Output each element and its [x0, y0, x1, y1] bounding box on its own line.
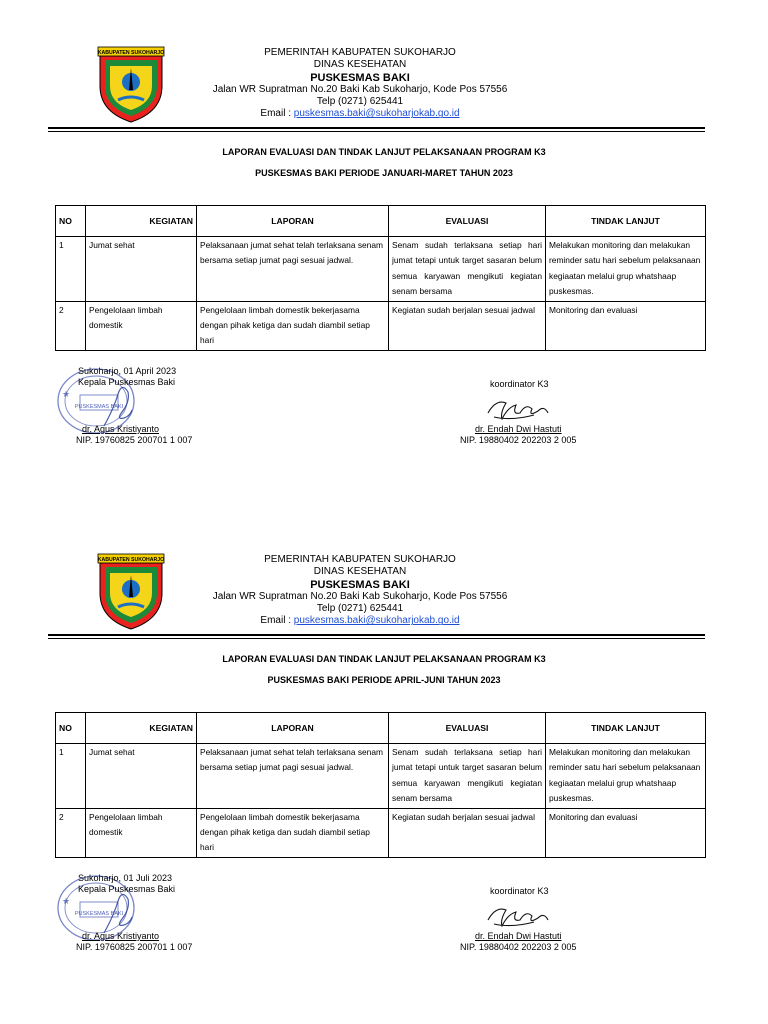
table-row — [56, 301, 706, 350]
report-section — [0, 507, 768, 1017]
svg-text:★: ★ — [62, 389, 71, 399]
header-tindak-lanjut: TINDAK LANJUT — [546, 713, 706, 744]
institution-name: PUSKESMAS BAKI — [310, 578, 410, 591]
header-laporan: LAPORAN — [197, 206, 389, 237]
address-text: Jalan WR Supratman No.20 Baki Kab Sukoharjo, Kode Pos 57556 — [212, 83, 508, 95]
head-nip-block — [76, 942, 192, 953]
letterhead — [190, 47, 530, 121]
header-laporan: LAPORAN — [197, 713, 389, 744]
coordinator-name-block — [460, 424, 577, 446]
agency-name: DINAS KESEHATAN — [313, 566, 407, 578]
kabupaten-sukoharjo-emblem-icon — [96, 553, 166, 631]
header-no: NO — [56, 713, 86, 744]
email-label: Email : — [260, 615, 294, 627]
stamp-label: PUSKESMAS BAKI — [74, 404, 124, 410]
address-text: Jalan WR Supratman No.20 Baki Kab Sukoharjo, Kode Pos 57556 — [212, 590, 508, 602]
cell-kegiatan: Pengelolaan limbah domestik — [86, 808, 197, 857]
cell-no: 1 — [56, 744, 86, 809]
report-title: LAPORAN EVALUASI DAN TINDAK LANJUT PELAKSANAAN PROGRAM K3 — [222, 654, 546, 664]
head-name: dr. Agus Kristiyanto — [82, 424, 160, 434]
head-signature-block — [78, 873, 175, 895]
header-evaluasi: EVALUASI — [389, 206, 546, 237]
emblem-banner-text: KABUPATEN SUKOHARJO — [97, 50, 165, 56]
head-nip-block — [76, 435, 192, 446]
table-row — [56, 808, 706, 857]
coordinator-title: koordinator K3 — [490, 886, 549, 896]
evaluation-table — [55, 712, 706, 858]
head-signature-block — [78, 366, 176, 388]
report-section — [0, 0, 768, 510]
kabupaten-sukoharjo-emblem-icon — [96, 46, 166, 124]
cell-laporan: Pelaksanaan jumat sehat telah terlaksana senam bersama setiap jumat pagi sesuai jadwal. — [197, 744, 389, 809]
table-header-row — [56, 713, 706, 744]
stamp-label: PUSKESMAS BAKI — [74, 911, 124, 917]
head-title: Kepala Puskesmas Baki — [78, 884, 176, 894]
table-row — [56, 744, 706, 809]
cell-tindak-lanjut: Monitoring dan evaluasi — [546, 808, 706, 857]
government-name: PEMERINTAH KABUPATEN SUKOHARJO — [264, 554, 456, 565]
cell-tindak-lanjut: Melakukan monitoring dan melakukan reminder satu hari sebelum pelaksanaan kegiaatan melalui grup whatshaap puskesmas. — [546, 744, 706, 809]
letterhead-rule-thin — [48, 131, 705, 132]
coordinator-autograph-icon — [482, 900, 552, 932]
email-line — [190, 615, 530, 627]
coordinator-nip: NIP. 19880402 202203 2 005 — [460, 435, 577, 445]
coordinator-nip: NIP. 19880402 202203 2 005 — [460, 942, 577, 952]
letterhead-rule-thin — [48, 638, 705, 639]
svg-text:★: ★ — [62, 896, 71, 906]
table-row — [56, 237, 706, 302]
phone-text: Telp (0271) 625441 — [316, 603, 404, 615]
header-tindak-lanjut: TINDAK LANJUT — [546, 206, 706, 237]
coordinator-name-block — [460, 931, 577, 953]
coordinator-autograph-icon — [482, 393, 552, 425]
cell-kegiatan: Jumat sehat — [86, 744, 197, 809]
cell-evaluasi: Kegiatan sudah berjalan sesuai jadwal — [389, 301, 546, 350]
cell-tindak-lanjut: Melakukan monitoring dan melakukan reminder satu hari sebelum pelaksanaan kegiaatan melalui grup whatshaap puskesmas. — [546, 237, 706, 302]
emblem-banner-text: KABUPATEN SUKOHARJO — [97, 557, 165, 563]
coordinator-name: dr. Endah Dwi Hastuti — [475, 931, 562, 941]
head-nip: NIP. 19760825 200701 1 007 — [76, 942, 193, 952]
head-nip: NIP. 19760825 200701 1 007 — [76, 435, 193, 445]
cell-no: 1 — [56, 237, 86, 302]
cell-kegiatan: Jumat sehat — [86, 237, 197, 302]
letterhead — [190, 554, 530, 628]
head-title: Kepala Puskesmas Baki — [78, 377, 176, 387]
cell-laporan: Pengelolaan limbah domestik bekerjasama dengan pihak ketiga dan sudah diambil setiap hari — [197, 808, 389, 857]
signing-date: Sukoharjo, 01 Juli 2023 — [78, 873, 173, 883]
phone-text: Telp (0271) 625441 — [316, 96, 404, 108]
cell-no: 2 — [56, 808, 86, 857]
cell-tindak-lanjut: Monitoring dan evaluasi — [546, 301, 706, 350]
cell-no: 2 — [56, 301, 86, 350]
head-name: dr. Agus Kristiyanto — [82, 931, 160, 941]
email-label: Email : — [260, 108, 294, 120]
report-period: PUSKESMAS BAKI PERIODE JANUARI-MARET TAHUN 2023 — [255, 168, 513, 178]
report-period: PUSKESMAS BAKI PERIODE APRIL-JUNI TAHUN 2023 — [267, 675, 501, 685]
email-link[interactable]: puskesmas.baki@sukoharjokab.go.id — [293, 615, 460, 627]
letterhead-rule-thick — [48, 127, 705, 129]
cell-kegiatan: Pengelolaan limbah domestik — [86, 301, 197, 350]
cell-evaluasi: Senam sudah terlaksana setiap hari jumat tetapi untuk target sasaran belum semua karyawan mengikuti kegiatan senam bersama — [389, 237, 546, 302]
cell-evaluasi: Senam sudah terlaksana setiap hari jumat tetapi untuk target sasaran belum semua karyawan mengikuti kegiatan senam bersama — [389, 744, 546, 809]
letterhead-rule-thick — [48, 634, 705, 636]
cell-laporan: Pelaksanaan jumat sehat telah terlaksana senam bersama setiap jumat pagi sesuai jadwal. — [197, 237, 389, 302]
evaluation-table — [55, 205, 706, 351]
header-kegiatan: KEGIATAN — [86, 713, 197, 744]
coordinator-name: dr. Endah Dwi Hastuti — [475, 424, 562, 434]
coordinator-title: koordinator K3 — [490, 379, 549, 389]
table-header-row — [56, 206, 706, 237]
government-name: PEMERINTAH KABUPATEN SUKOHARJO — [264, 47, 456, 58]
signing-date: Sukoharjo, 01 April 2023 — [78, 366, 177, 376]
header-no: NO — [56, 206, 86, 237]
header-evaluasi: EVALUASI — [389, 713, 546, 744]
email-line — [190, 108, 530, 120]
header-kegiatan: KEGIATAN — [86, 206, 197, 237]
email-link[interactable]: puskesmas.baki@sukoharjokab.go.id — [293, 108, 460, 120]
report-title: LAPORAN EVALUASI DAN TINDAK LANJUT PELAKSANAAN PROGRAM K3 — [222, 147, 546, 157]
head-name-block — [82, 931, 159, 942]
cell-laporan: Pengelolaan limbah domestik bekerjasama dengan pihak ketiga dan sudah diambil setiap hari — [197, 301, 389, 350]
institution-name: PUSKESMAS BAKI — [310, 71, 410, 84]
agency-name: DINAS KESEHATAN — [313, 59, 407, 71]
head-name-block — [82, 424, 159, 435]
cell-evaluasi: Kegiatan sudah berjalan sesuai jadwal — [389, 808, 546, 857]
